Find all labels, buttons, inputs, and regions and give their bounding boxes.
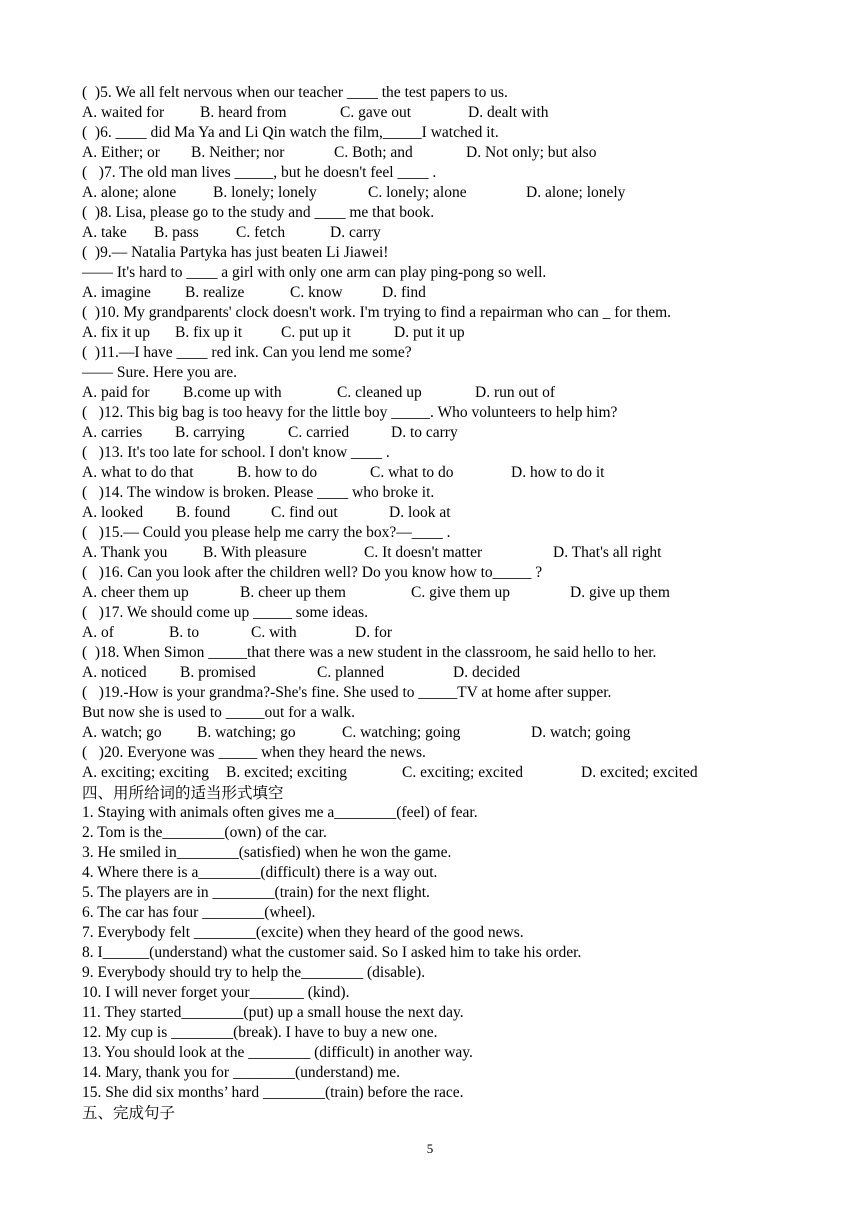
option: A. Either; or — [82, 144, 160, 161]
option: B. promised — [180, 664, 256, 681]
fill-item: 8. I______(understand) what the customer said. So I asked him to take his order. — [82, 944, 582, 961]
fill-item: 9. Everybody should try to help the________ (disable). — [82, 964, 426, 981]
option: D. to carry — [391, 424, 458, 441]
question-15-options — [82, 543, 802, 563]
question-19-stem: ( )19.-How is your grandma?-She's fine. She used to _____TV at home after supper. — [82, 684, 612, 701]
option: C. gave out — [340, 104, 412, 121]
option: A. exciting; exciting — [82, 764, 209, 781]
option: A. watch; go — [82, 724, 162, 741]
option: B. lonely; lonely — [213, 184, 317, 201]
option: B. how to do — [237, 464, 318, 481]
option: C. carried — [288, 424, 350, 441]
option: A. what to do that — [82, 464, 194, 481]
option: B. found — [176, 504, 231, 521]
question-10-options — [82, 323, 802, 343]
option: B. watching; go — [197, 724, 296, 741]
option: D. decided — [453, 664, 521, 681]
question-19-options — [82, 723, 802, 743]
option: A. carries — [82, 424, 143, 441]
question-12-options — [82, 423, 802, 443]
option: D. watch; going — [531, 724, 631, 741]
option: D. put it up — [394, 324, 465, 341]
question-9-reply: —— It's hard to ____ a girl with only one arm can play ping-pong so well. — [82, 264, 547, 281]
question-6-stem: ( )6. ____ did Ma Ya and Li Qin watch the film,_____I watched it. — [82, 124, 499, 141]
option: B. cheer up them — [240, 584, 346, 601]
question-12-stem: ( )12. This big bag is too heavy for the little boy _____. Who volunteers to help him? — [82, 404, 618, 421]
option: D. carry — [330, 224, 381, 241]
option: B. fix up it — [175, 324, 243, 341]
question-5-stem: ( )5. We all felt nervous when our teacher ____ the test papers to us. — [82, 84, 508, 101]
option: C. cleaned up — [337, 384, 422, 401]
option: B. With pleasure — [203, 544, 307, 561]
option: D. run out of — [475, 384, 556, 401]
fill-item: 6. The car has four ________(wheel). — [82, 904, 316, 921]
fill-item: 12. My cup is ________(break). I have to buy a new one. — [82, 1024, 438, 1041]
question-17-options — [82, 623, 802, 643]
option: A. fix it up — [82, 324, 151, 341]
option: C. know — [290, 284, 343, 301]
fill-item: 2. Tom is the________(own) of the car. — [82, 824, 327, 841]
question-15-stem: ( )15.— Could you please help me carry the box?—____ . — [82, 524, 451, 541]
question-11-stem: ( )11.—I have ____ red ink. Can you lend me some? — [82, 344, 412, 361]
option: A. take — [82, 224, 127, 241]
question-20-stem: ( )20. Everyone was _____ when they heard the news. — [82, 744, 426, 761]
option: C. put up it — [281, 324, 351, 341]
option: D. for — [355, 624, 393, 641]
option: C. lonely; alone — [368, 184, 467, 201]
option: C. It doesn't matter — [364, 544, 483, 561]
question-10-stem: ( )10. My grandparents' clock doesn't work. I'm trying to find a repairman who can _ for them. — [82, 304, 672, 321]
question-7-stem: ( )7. The old man lives _____, but he doesn't feel ____ . — [82, 164, 437, 181]
question-6-options — [82, 143, 802, 163]
option: C. watching; going — [342, 724, 461, 741]
question-16-stem: ( )16. Can you look after the children well? Do you know how to_____ ? — [82, 564, 543, 581]
page-number: 5 — [426, 1141, 434, 1156]
fill-item: 7. Everybody felt ________(excite) when they heard of the good news. — [82, 924, 524, 941]
option: A. paid for — [82, 384, 150, 401]
option: A. Thank you — [82, 544, 168, 561]
option: C. Both; and — [334, 144, 413, 161]
worksheet-page — [82, 83, 802, 1123]
fill-item: 14. Mary, thank you for ________(understand) me. — [82, 1064, 400, 1081]
option: D. find — [382, 284, 426, 301]
option: D. dealt with — [468, 104, 549, 121]
option: B. heard from — [200, 104, 287, 121]
option: B. to — [169, 624, 200, 641]
question-17-stem: ( )17. We should come up _____ some ideas. — [82, 604, 369, 621]
question-18-options — [82, 663, 802, 683]
question-8-stem: ( )8. Lisa, please go to the study and ____ me that book. — [82, 204, 435, 221]
option: A. cheer them up — [82, 584, 189, 601]
fill-item: 4. Where there is a________(difficult) there is a way out. — [82, 864, 438, 881]
question-16-options — [82, 583, 802, 603]
question-19-continuation: But now she is used to _____out for a walk. — [82, 704, 355, 721]
option: A. looked — [82, 504, 144, 521]
option: C. find out — [271, 504, 338, 521]
option: D. Not only; but also — [466, 144, 597, 161]
option: A. noticed — [82, 664, 147, 681]
question-8-options — [82, 223, 802, 243]
question-11-options — [82, 383, 802, 403]
question-13-stem: ( )13. It's too late for school. I don't know ____ . — [82, 444, 390, 461]
fill-item: 11. They started________(put) up a small house the next day. — [82, 1004, 464, 1021]
option: C. give them up — [411, 584, 511, 601]
question-7-options — [82, 183, 802, 203]
fill-item: 1. Staying with animals often gives me a________(feel) of fear. — [82, 804, 478, 821]
fill-item: 3. He smiled in________(satisfied) when he won the game. — [82, 844, 452, 861]
option: B. realize — [185, 284, 245, 301]
option: A. of — [82, 624, 114, 641]
question-18-stem: ( )18. When Simon _____that there was a new student in the classroom, he said hello to her. — [82, 644, 657, 661]
section-5-heading: 五、完成句子 — [82, 1104, 176, 1122]
question-9-options — [82, 283, 802, 303]
option: B. carrying — [175, 424, 245, 441]
option: B. Neither; nor — [191, 144, 285, 161]
question-20-options — [82, 763, 802, 783]
option: C. planned — [317, 664, 385, 681]
option: D. That's all right — [553, 544, 662, 561]
option: A. imagine — [82, 284, 151, 301]
option: D. look at — [389, 504, 451, 521]
option: D. how to do it — [511, 464, 605, 481]
option: C. exciting; excited — [402, 764, 523, 781]
option: C. fetch — [236, 224, 286, 241]
question-9-stem: ( )9.— Natalia Partyka has just beaten Li Jiawei! — [82, 244, 389, 261]
option: D. alone; lonely — [526, 184, 626, 201]
option: C. what to do — [370, 464, 454, 481]
question-14-options — [82, 503, 802, 523]
fill-item: 13. You should look at the ________ (difficult) in another way. — [82, 1044, 473, 1061]
question-14-stem: ( )14. The window is broken. Please ____ who broke it. — [82, 484, 435, 501]
fill-item: 5. The players are in ________(train) for the next flight. — [82, 884, 430, 901]
option: A. waited for — [82, 104, 165, 121]
option: D. give up them — [570, 584, 670, 601]
question-11-reply: —— Sure. Here you are. — [82, 364, 237, 381]
option: C. with — [251, 624, 297, 641]
option: D. excited; excited — [581, 764, 698, 781]
option: A. alone; alone — [82, 184, 177, 201]
question-13-options — [82, 463, 802, 483]
fill-item: 15. She did six months’ hard ________(train) before the race. — [82, 1084, 464, 1101]
option: B.come up with — [183, 384, 282, 401]
question-5-options — [82, 103, 802, 123]
section-4-heading: 四、用所给词的适当形式填空 — [82, 784, 284, 802]
option: B. pass — [154, 224, 199, 241]
option: B. excited; exciting — [226, 764, 347, 781]
fill-item: 10. I will never forget your_______ (kind). — [82, 984, 350, 1001]
